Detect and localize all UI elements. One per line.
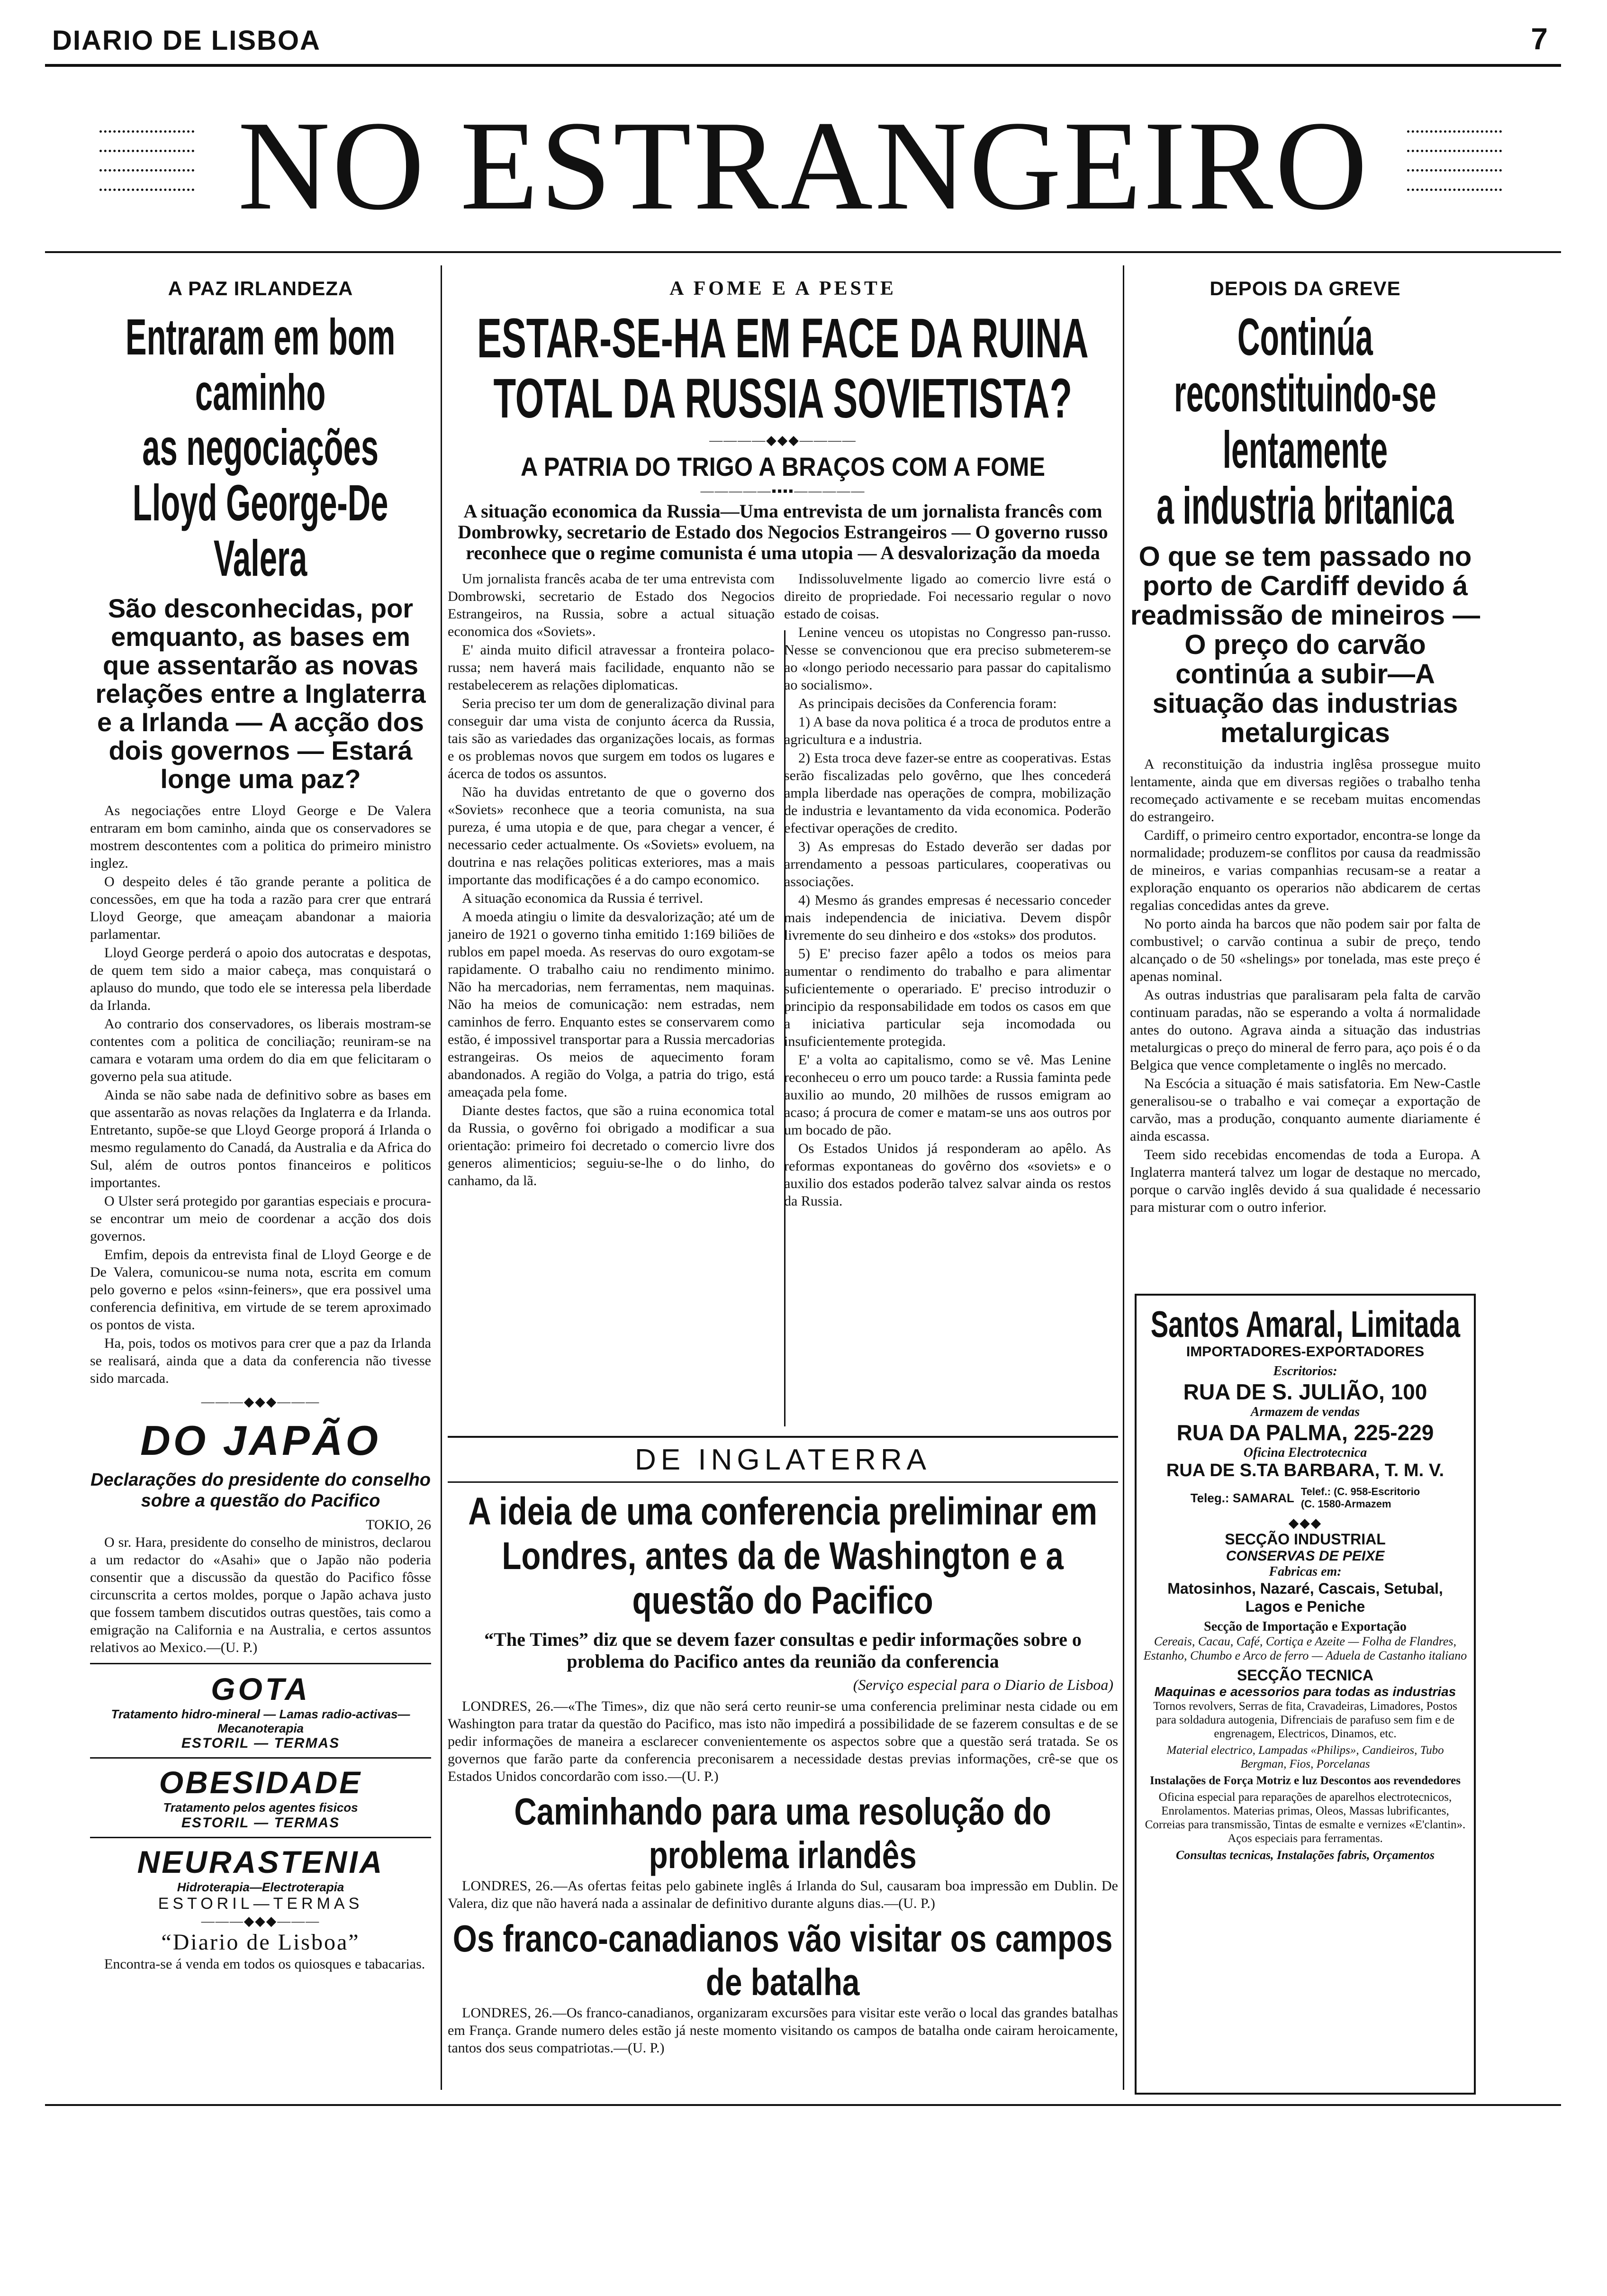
paragraph: Ao contrario dos conservadores, os liberais mostram-se contentes com a politica de conciliação; reuniram-se na camara e votaram uma ordem do dia em que felicitaram o governo pela sua atitude. — [90, 1016, 431, 1085]
ad-material-text: Material electrico, Lampadas «Philips», Candieiros, Tubo Bergman, Fios, Porcelanas — [1166, 1744, 1444, 1771]
paragraph: Ha, pois, todos os motivos para crer que a paz da Irlanda se realisará, ainda que a data da conferencia não tivesse sido marcada. — [90, 1335, 431, 1387]
russia-headline-line-1: ESTAR-SE-HA EM FACE DA RUINA — [477, 307, 1089, 370]
paragraph: Lloyd George perderá o apoio dos autocratas e despotas, de quem tem sido a maior cabeça, mas conquistará o aplauso do mundo, que todo ele se interessa pela liberdade da Irlanda. — [90, 945, 431, 1014]
paragraph: 5) E' preciso fazer apêlo a todos os meios para aumentar o rendimento do trabalho e para alimentar suficientemente o operariado. E' preciso introduzir o principio da responsabilidade em todos os casos em que a iniciativa particular seja incomodada ou insuficientemente protegida. — [784, 945, 1111, 1049]
paragraph: 3) As empresas do Estado deverão ser dadas por arrendamento a pessoas particulares, cooperativas ou associações. — [784, 838, 1111, 889]
title-rule — [45, 251, 1561, 253]
paragraph: As outras industrias que paralisaram pela falta de carvão continuam paradas, não se esperando a volta á normalidade antes do outono. Agrava ainda a situação das industrias metalurgicas o preço do mineral de ferro para, aço pois é o da Belgica que vence completamente o inglês no mercado. — [1130, 987, 1481, 1073]
headline-line-1: Entraram em bom caminho — [126, 308, 396, 421]
industry-subhead: O que se tem passado no porto de Cardiff devido á readmissão de mineiros — O preço do carvão continúa a subir—A situação das industrias metalurgicas — [1130, 541, 1481, 749]
ad-factories-places: Matosinhos, Nazaré, Cascais, Setubal, Lagos e Peniche — [1167, 1580, 1443, 1615]
england-body — [448, 1697, 1118, 1785]
subhead-irish-peace: São desconhecidas, por emquanto, as bases em que assentarão as novas relações entre a Inglaterra e a Irlanda — A acção dos dois governos — Estará longe uma paz? — [95, 593, 426, 794]
industry-headline-line-2: lentamente — [1222, 420, 1388, 479]
paragraph: A moeda atingiu o limite da desvalorização; até um de janeiro de 1921 o governo tinha emitido 1:169 biliões de rublos em papel moeda. As reservas do ouro exgotam-se rapidamente. O trabalho caiu no rendimento minimo. Não ha mercadorias, nem ferramentas, nem maquinas. Não ha meios de comunicação: nem estradas, nem caminhos de ferro. Enquanto estes se conservarem como estão, é impossivel transportar para a Russia mercadorias estrangeiras. Os meios de aquecimento foram abandonados. A região do Volga, a patria do trigo, está ameaçada pela fome. — [448, 908, 775, 1100]
paragraph: Ainda se não sabe nada de definitivo sobre as bases em que assentarão as novas relações da Inglaterra e da Irlanda. Entretanto, supõe-se que Lloyd George proporá á Irlanda o mesmo regulamento do Canadá, da Australia e da Africa do Sul, além de outros pontos financeiros e politicos importantes. — [90, 1087, 431, 1191]
paragraph: Teem sido recebidas encomendas de toda a Europa. A Inglaterra manterá talvez um logar de destaque no mercado, porque o carvão inglês devido á sua qualidade é necessario para misturar com o outro inferior. — [1130, 1147, 1481, 1216]
paragraph: Indissoluvelmente ligado ao comercio livre está o direito de propriedade. Foi necessario regular o novo estado de coisas. — [784, 571, 1111, 622]
industry-body — [1130, 755, 1481, 1216]
paragraph: Os Estados Unidos já responderam ao apêlo. As reformas expontaneas do govêrno dos «soviets» e o auxilio dos estados poderão talvez salvar ainda os restos da Russia. — [784, 1140, 1111, 1209]
column-rule-1 — [441, 265, 442, 2090]
paragraph: Encontra-se á venda em todos os quiosques e tabacarias. — [104, 1956, 425, 1972]
masthead-rule — [45, 64, 1561, 67]
paragraph: A reconstituição da industria inglêsa prossegue muito lentamente, ainda que em diversas regiões o trabalho tenha recomeçado activamente e se recebam muitas encomendas do estrangeiro. — [1130, 756, 1481, 825]
ad-gota-title: GOTA — [211, 1671, 310, 1707]
paragraph: O Ulster será protegido por garantias especiais e procura-se encontrar um meio de coordenar a acção dos dois governos. — [90, 1193, 431, 1244]
ad-workshop-address: RUA DE S.TA BARBARA, T. M. V. — [1166, 1461, 1444, 1481]
section-title: NO ESTRANGEIRO — [237, 95, 1370, 236]
ad-installations-text: Instalações de Força Motriz e luz Descontos aos revendedores — [1150, 1774, 1461, 1788]
ad-gota — [90, 1671, 431, 1751]
paragraph: LONDRES, 26.—As ofertas feitas pelo gabinete inglês á Irlanda do Sul, causaram boa impressão em Dublin. De Valera, diz que não haverá nada a assinalar de definitivo durante alguns dias.—(U. P.) — [448, 1878, 1118, 1911]
paragraph: E' ainda muito dificil atravessar a fronteira polaco-russa; nem haverá mais facilidade, enquanto não se restabelecerem as relações diplomaticas. — [448, 642, 775, 693]
paragraph: Diante destes factos, que são a ruina economica total da Russia, o govêrno foi obrigado a modificar a sua orientação: primeiro foi decretado o comercio livre dos generos alimenticios; seguiu-se-lhe o do linho, do canhamo, da lã. — [448, 1102, 775, 1189]
ornament-separator: ———◆◆◆——— — [201, 1395, 320, 1410]
paragraph: Cardiff, o primeiro centro exportador, encontra-se longe da normalidade; produzem-se conflitos por causa da readmissão de mineiros, e varias companhias recusam-se a reatar a exploração enquanto os operarios não abdicarem de certas regalias concedidas antes da greve. — [1130, 827, 1481, 914]
russia-deck: A situação economica da Russia—Uma entrevista de um jornalista francês com Dombrowky, secretario de Estado dos Negocios Estrangeiros — O governo russo reconhece que o regime comunista é uma utopia — A desvalorização da moeda — [458, 500, 1108, 563]
paragraph: Seria preciso ter um dom de generalização divinal para conseguir dar uma vista de conjunto ácerca da Russia, tais são as variedades das organizações locais, as formas e os problemas novos que surgem em todos os lugares e ácerca de todos os assuntos. — [448, 695, 775, 781]
ad-phone-2: (C. 1580-Armazem — [1300, 1498, 1391, 1510]
ad-telegraph: Teleg.: SAMARAL — [1190, 1490, 1294, 1505]
newspaper-name: DIARIO DE LISBOA — [52, 25, 321, 56]
ad-gota-place: ESTORIL — TERMAS — [181, 1735, 340, 1751]
ad-company-tag: IMPORTADORES-EXPORTADORES — [1186, 1344, 1425, 1360]
paragraph: Na Escócia a situação é mais satisfatoria. Em New-Castle generalisou-se o trabalho e vai começar a exportação de carvão, mas a produção, conquanto aumente diariamente é ainda escassa. — [1130, 1076, 1481, 1144]
ornament-separator: ———◆◆◆——— — [201, 1914, 320, 1929]
paragraph: E' a volta ao capitalismo, como se vê. Mas Lenine reconheceu o erro um pouco tarde: a Russia faminta pede auxilio ao mundo, 20 milhões de russos emigram ao acaso; á procura de comer e matam-se uns aos outros por um bocado de pão. — [784, 1052, 1111, 1138]
ad-footer: Consultas tecnicas, Instalações fabris, Orçamentos — [1175, 1848, 1435, 1862]
russia-subhead: A PATRIA DO TRIGO A BRAÇOS COM A FOME — [521, 451, 1045, 481]
ad-neurastenia — [90, 1844, 431, 1913]
diario-promo-text — [90, 1955, 431, 1973]
ad-neurastenia-place: ESTORIL—TERMAS — [158, 1895, 363, 1913]
paragraph: O sr. Hara, presidente do conselho de ministros, declarou a um redactor do «Asahi» que o Japão não poderia consentir que a discussão da questão do Pacifico fôsse circunscrita a certos moldes, porque o Japão achava justo que fossem tambem discutidos outras questões, tais como a emigração na California e na Australia, e certos assuntos relativos ao Mexico.—(U. P.) — [90, 1534, 431, 1656]
kicker-british-industry: DEPOIS DA GREVE — [1210, 277, 1401, 299]
ad-technical-title: SECÇÃO TECNICA — [1237, 1667, 1373, 1684]
japan-subhead: Declarações do presidente do conselho sobre a questão do Pacifico — [90, 1470, 431, 1511]
headline-line-2: as negociações — [142, 418, 379, 476]
england-service: (Serviço especial para o Diario de Lisboa) — [853, 1676, 1113, 1693]
headline-line-3: Lloyd George-De Valera — [133, 473, 388, 587]
ornament-separator: ◆◆◆ — [1288, 1516, 1322, 1531]
ad-santos-amaral — [1135, 1294, 1476, 2095]
ad-import-text: Cereais, Cacau, Café, Cortiça e Azeite — Folha de Flandres, Estanho, Chumbo e Arco de ferro — Aduela de Castanho italiano — [1143, 1634, 1467, 1663]
ad-workshop-label: Oficina Electrotecnica — [1243, 1445, 1367, 1461]
ad-phone-1: Telef.: (C. 958-Escritorio — [1300, 1486, 1420, 1498]
paragraph: As negociações entre Lloyd George e De Valera entraram em bom caminho, ainda que os conservadores se mostrem descontentes com a politica do primeiro ministro inglez. — [90, 803, 431, 871]
paragraph: LONDRES, 26.—Os franco-canadianos, organizaram excursões para visitar este verão o local das grandes batalhas em França. Grande numero deles estão já neste momento visitando os campos de batalha onde cairam heroicamente, tantos dos seus compatriotas.—(U. P.) — [448, 2005, 1118, 2056]
industry-headline-line-1: Continúa reconstituindo-se — [1174, 308, 1436, 423]
ad-import-title: Secção de Importação e Exportação — [1204, 1619, 1407, 1634]
ad-workshop-text: Oficina especial para reparações de aparelhos electrotecnicos, Enrolamentos. Materias primas, Oleos, Massas lubrificantes, Correias para transmissão, Tintas de esmalte e vernizes «E'clantin». Aços especiais para ferramentas. — [1145, 1791, 1466, 1845]
england-headline-3: Os franco-canadianos vão visitar os campos de batalha — [453, 1917, 1113, 2003]
ornament-separator: ————◆◆◆———— — [709, 433, 857, 448]
paragraph: O despeito deles é tão grande perante a politica de concessões, em que ha toda a razão para crer que entrará Lloyd George, que ameaçam abandonar a maioria parlamentar. — [90, 874, 431, 943]
inglaterra-top-rule — [448, 1436, 1118, 1438]
divider — [448, 1481, 1118, 1483]
kicker-russia: A FOME E A PESTE — [669, 278, 896, 299]
japan-dateline: TOKIO, 26 — [366, 1517, 431, 1533]
article-irish-peace — [90, 277, 431, 2092]
ornament-separator: —————▪▪▪▪————— — [700, 483, 866, 499]
ad-warehouse-address: RUA DA PALMA, 225-229 — [1176, 1420, 1434, 1445]
divider — [90, 1663, 431, 1664]
england-body-3 — [448, 2004, 1118, 2057]
ad-industrial-title: SECÇÃO INDUSTRIAL — [1225, 1531, 1386, 1548]
england-headline-2: Caminhando para uma resolução do problema irlandês — [514, 1790, 1052, 1876]
england-body-2 — [448, 1877, 1118, 1912]
page-bottom-rule — [45, 2104, 1561, 2106]
ad-neurastenia-title: NEURASTENIA — [137, 1844, 384, 1880]
paragraph: LONDRES, 26.—«The Times», diz que não será certo reunir-se uma conferencia preliminar nesta cidade ou em Washington para tratar da questão do Pacifico, mas isto não impedirá a possibilidade de se fazerem consultas e de se pedir informações de maneira a esclarecer convenientemente os aspectos sobre que a questão será tratada. Se os governos que farão parte da conferencia preconisarem a necessidade destas previas informações, crê-se que os Estados Unidos concordarão com isso.—(U. P.) — [448, 1698, 1118, 1784]
paragraph: Não ha duvidas entretanto de que o governo dos «Soviets» reconhece que a teoria comunista, na sua pureza, é uma utopia e de que, para chegar a vencer, é necessario ceder actualmente. Os «Soviets» evoluem, na doutrina e nas relações politicas exteriores, mas a mais importante das modificações é a do campo economico. — [448, 784, 775, 888]
ad-offices-label: Escritorios: — [1273, 1364, 1337, 1379]
ad-obesidade-line: Tratamento pelos agentes fisicos — [163, 1800, 358, 1815]
column-rule-3 — [1123, 265, 1124, 2090]
ad-obesidade — [90, 1764, 431, 1831]
england-deck: “The Times” diz que se devem fazer consultas e pedir informações sobre o problema do Pacifico antes da reunião da conferencia — [484, 1629, 1082, 1672]
paragraph: Emfim, depois da entrevista final de Lloyd George e de De Valera, comunicou-se numa nota, escrita em comum pelo governo e pelos «sinn-feiners», que era possivel uma conferencia definitiva, em virtude de se terem aproximado os pontos de vista. — [90, 1247, 431, 1333]
ad-company-name: Santos Amaral, Limitada — [1150, 1303, 1460, 1345]
paragraph: A situação economica da Russia é terrivel. — [462, 890, 703, 906]
russia-body-left — [448, 570, 775, 1211]
ad-factories-label: Fabricas em: — [1269, 1564, 1342, 1579]
ad-technical-sub: Maquinas e acessorios para todas as industrias — [1154, 1684, 1456, 1699]
ad-neurastenia-line: Hidroterapia—Electroterapia — [177, 1880, 344, 1895]
ad-industrial-sub: CONSERVAS DE PEIXE — [1226, 1548, 1385, 1564]
england-headline: A ideia de uma conferencia preliminar em Londres, antes da de Washington e a questão do Pacifico — [468, 1490, 1098, 1622]
ad-obesidade-place: ESTORIL — TERMAS — [181, 1815, 340, 1831]
divider — [90, 1757, 431, 1759]
ad-warehouse-label: Armazem de vendas — [1250, 1405, 1360, 1420]
ad-offices-address: RUA DE S. JULIÃO, 100 — [1183, 1379, 1427, 1405]
paragraph: 1) A base da nova politica é a troca de produtos entre a agricultura e a industria. — [784, 714, 1111, 747]
page-number: 7 — [1531, 22, 1548, 56]
article-england — [448, 1443, 1118, 2087]
article-british-industry — [1130, 277, 1481, 1277]
japan-title: DO JAPÃO — [140, 1417, 381, 1464]
paragraph: Lenine venceu os utopistas no Congresso pan-russo. Nesse se convencionou que era preciso submeterem-se ao «longo periodo necessario para passar do capitalismo ao socialismo». — [784, 624, 1111, 693]
article-russia — [448, 277, 1118, 1429]
paragraph: 2) Esta troca deve fazer-se entre as cooperativas. Estas serão fiscalizadas pelo govêrno, que lhes concederá ampla liberdade nas operações de compra, mobilização de industria e levantamento da vida economica. Poderão efectivar operações de credito. — [784, 750, 1111, 836]
ad-gota-line: Tratamento hidro-mineral — Lamas radio-activas—Mecanoterapia — [111, 1707, 410, 1736]
ad-technical-text: Tornos revolvers, Serras de fita, Cravadeiras, Limadores, Postos para soldadura autogenia, Difrenciais de parafuso sem fim e de engrenagem, Electricos, Dinamos, etc. — [1153, 1700, 1457, 1741]
paragraph: No porto ainda ha barcos que não podem sair por falta de combustivel; o carvão continua a subir de preço, tendo alcançado o de 50 «shelings» por tonelada, mas este preço é apenas nominal. — [1130, 916, 1481, 985]
divider — [90, 1837, 431, 1838]
russia-headline-line-2: TOTAL DA RUSSIA SOVIETISTA? — [493, 367, 1073, 430]
paragraph: Um jornalista francês acaba de ter uma entrevista com Dombrowski, secretario de Estado dos Negocios Estrangeiros, na Russia, sobre a actual situação economica dos «Soviets». — [448, 571, 775, 639]
paragraph: 4) Mesmo ás grandes empresas é necessario conceder mais independencia de iniciativa. Devem dispôr livremente do seu dinheiro e dos «stoks» dos produtos. — [784, 892, 1111, 943]
russia-body-right — [784, 570, 1111, 1211]
paragraph: As principais decisões da Conferencia foram: — [798, 695, 1057, 711]
ad-obesidade-title: OBESIDADE — [159, 1765, 362, 1800]
industry-headline-line-3: a industria britanica — [1156, 477, 1454, 535]
japan-body — [90, 1534, 431, 1656]
england-banner: DE INGLATERRA — [635, 1443, 931, 1476]
kicker-irish-peace: A PAZ IRLANDEZA — [168, 277, 353, 299]
diario-promo-title: “Diario de Lisboa” — [161, 1930, 360, 1955]
body-irish-peace — [90, 802, 431, 1387]
